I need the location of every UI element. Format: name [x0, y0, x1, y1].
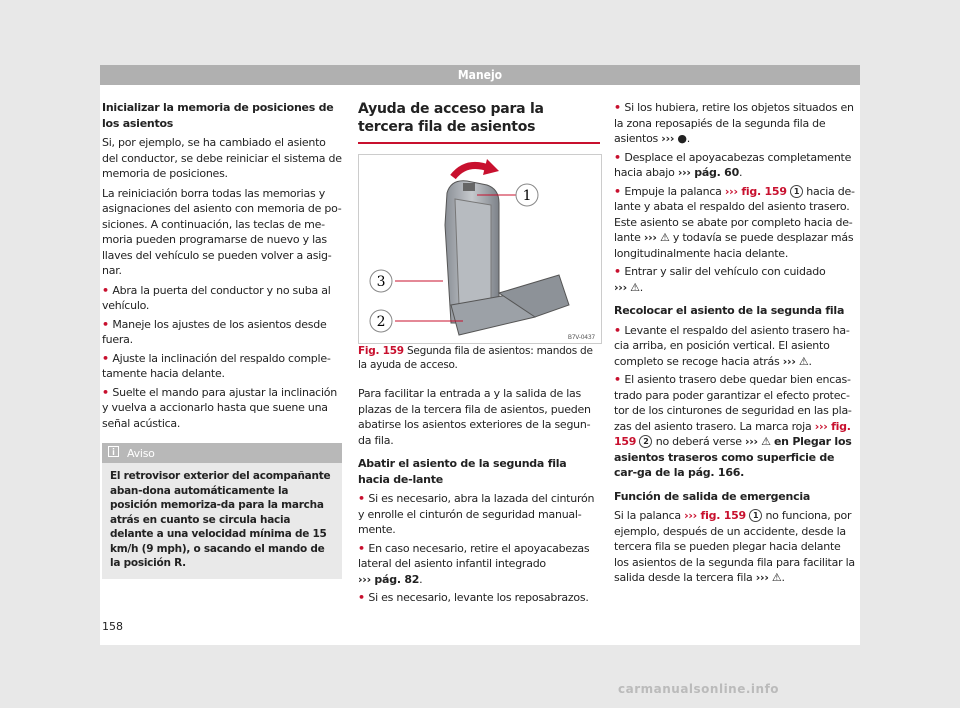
fig-ref-link[interactable]: ››› fig. 159: [614, 419, 851, 448]
column-1: [102, 100, 342, 579]
fig-code: B7V-0437: [567, 334, 595, 341]
fig-label-3: 3: [376, 274, 386, 290]
bullet-icon: •: [102, 283, 113, 297]
bullet-icon: •: [102, 385, 113, 399]
bullet-icon: •: [102, 351, 113, 365]
fig-label-2: 2: [376, 314, 386, 330]
fig-label-1: 1: [522, 188, 532, 204]
aviso-text: El retrovisor exterior del acompañante aban-dona automáticamente la posición memoriza-da para la marcha atrás en cuanto se circula hacia delante a una velocidad mínima de 15 km/h (9 mph), o sacando el mando de la posición R.: [110, 470, 331, 569]
watermark: carmanualsonline.info: [618, 682, 780, 696]
warning-triangle-icon: ⚠: [761, 435, 771, 448]
list-item: • Maneje los ajustes de los asientos desde fuera.: [102, 317, 327, 346]
seat-illustration: [359, 155, 601, 343]
callout-number: 2: [639, 435, 652, 448]
fig-ref-link[interactable]: ››› fig. 159: [684, 509, 746, 522]
aviso-box: [102, 443, 342, 579]
list-item: • Entrar y salir del vehículo con cuidado ››› ⚠.: [614, 265, 826, 294]
warning-triangle-icon: ⚠: [798, 354, 809, 368]
callout-number: 1: [749, 509, 762, 522]
warning-triangle-icon: ⚠: [630, 280, 640, 294]
bullet-icon: •: [614, 323, 625, 337]
fig-ref-link[interactable]: ››› fig. 159: [724, 184, 787, 198]
bullet-icon: •: [358, 492, 369, 505]
column-2: [358, 100, 600, 609]
heading-abatir: Abatir el asiento de la segunda fila hacia de-lante: [358, 457, 567, 486]
column-3: [614, 100, 858, 590]
page-ref-link[interactable]: ››› pág. 60: [677, 166, 739, 179]
heading-memoria: Inicializar la memoria de posiciones de los asientos: [102, 101, 334, 130]
bullet-icon: •: [358, 591, 369, 604]
info-icon: [108, 445, 119, 463]
figure-seat: [358, 154, 602, 344]
heading-recolocar: Recolocar el asiento de la segunda fila: [614, 304, 845, 317]
figure-caption: Fig. 159 Segunda fila de asientos: mandos de la ayuda de acceso.: [358, 345, 593, 371]
paragraph: Si la palanca ››› fig. 159 1 no funciona, por ejemplo, después de un accidente, desde la tercera fila se pueden plegar hacia delante los asientos de la segunda fila para facilitar la salida desde la tercera fila ››› ⚠.: [614, 509, 855, 584]
list-item: • Si es necesario, abra la lazada del cinturón y enrolle el cinturón de seguridad manual-mente.: [358, 492, 595, 536]
warning-triangle-icon: ⚠: [771, 571, 782, 584]
warning-triangle-icon: ⚠: [659, 231, 670, 244]
paragraph: La reiniciación borra todas las memorias y asignaciones del asiento con memoria de po-siciones. A continuación, las teclas de me-moria pueden programarse de nuevo y las llaves del vehículo se pueden volver a asig-nar.: [102, 186, 342, 277]
page-number: 158: [102, 620, 123, 633]
aviso-header: Aviso: [102, 445, 342, 463]
bullet-icon: •: [614, 101, 625, 114]
bullet-icon: •: [358, 541, 369, 555]
bullet-icon: •: [102, 317, 113, 331]
paragraph: Para facilitar la entrada a y la salida de las plazas de la tercera fila de asientos, pueden abatirse los asientos exteriores de la segun-da fila.: [358, 387, 591, 447]
list-item: • Si los hubiera, retire los objetos situados en la zona reposapiés de la segunda fila de asientos ››› ●.: [614, 101, 854, 145]
heading-emergencia: Función de salida de emergencia: [614, 489, 811, 503]
list-item: • El asiento trasero debe quedar bien encas-trado para poder garantizar el efecto protec-tor de los cinturones de seguridad en las pla-zas del asiento trasero. La marca roja ››› fig. 159 2 no deberá verse ››› ⚠ en Plegar los asientos traseros como superficie de car-ga de la pág. 166.: [614, 373, 852, 479]
warning-circle-icon: ●: [677, 132, 687, 145]
list-item: • Desplace el apoyacabezas completamente hacia abajo ››› pág. 60.: [614, 150, 852, 179]
section-title: Ayuda de acceso para la tercera fila de asientos: [358, 100, 600, 144]
list-item: • Si es necesario, levante los reposabrazos.: [358, 591, 589, 604]
list-item: • Suelte el mando para ajustar la inclinación y vuelva a accionarlo hasta que suene una señal acústica.: [102, 385, 337, 430]
page-ref-link[interactable]: ››› pág. 82: [358, 572, 420, 586]
section-header: Manejo: [100, 65, 860, 85]
list-item: • Levante el respaldo del asiento trasero ha-cia arriba, en posición vertical. El asiento completo se recoge hacia atrás ››› ⚠.: [614, 323, 850, 368]
list-item: • Abra la puerta del conductor y no suba al vehículo.: [102, 283, 331, 312]
paragraph: Si, por ejemplo, se ha cambiado el asiento del conductor, se debe reiniciar el sistema de memoria de posiciones.: [102, 136, 342, 180]
bullet-icon: •: [614, 265, 625, 278]
list-item: • En caso necesario, retire el apoyacabezas lateral del asiento infantil integrado ››› pág. 82.: [358, 541, 590, 586]
list-item: • Empuje la palanca ››› fig. 159 1 hacia de-lante y abata el respaldo del asiento trasero. Este asiento se abate por completo hacia de-lante ››› ⚠ y todavía se puede desplazar más longitudinalmente hacia delante.: [614, 184, 855, 260]
bullet-icon: •: [614, 184, 625, 198]
list-item: • Ajuste la inclinación del respaldo comple-tamente hacia delante.: [102, 351, 331, 380]
callout-number: 1: [790, 185, 803, 198]
bullet-icon: •: [614, 150, 625, 164]
bullet-icon: •: [614, 373, 625, 386]
